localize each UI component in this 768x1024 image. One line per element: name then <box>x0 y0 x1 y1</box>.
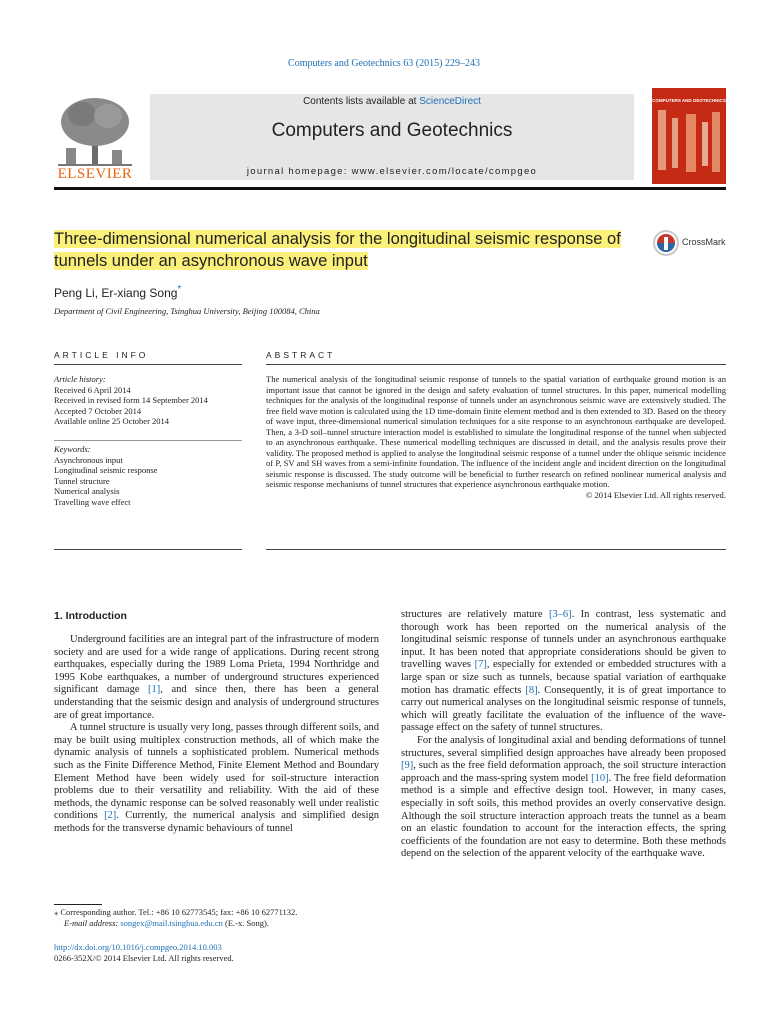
abstract-text: The numerical analysis of the longitudinal seismic response of tunnels to the spatial variation of earthquake ground motion is an important issue that cannot be ignored in the design and safety evaluation of tunnel structures. In this paper, numerical modelling techniques for the analysis of the longitudinal response of tunnels under an asynchronous seismic wave are extensively studied. The free field wave motion is calculated using the 1D time-domain finite element method and is then extended to 3D. Based on the theory of wave input, three-dimensional numerical simulation techniques for a site response to an asynchronous earthquake are developed. Then, a 3-D soil–tunnel structure interaction model is established to simulate the longitudinal response of the tunnel when subjected to an asynchronous earthquake. These numerical modelling techniques are discussed in detail, and the analysis results prove their validity. The proposed method is applied to analyse the longitudinal seismic response of a tunnel under the oblique seismic incidence of P, SV and SH waves from a semi-infinite foundation. The influence of the incident angle and incident direction on the longitudinal seismic response is discussed. The study outcome will be beneficial to further research on refined nonlinear numerical analysis and seismic response mechanisms of tunnel structures that experience asynchronous earthquake motion. <box>266 374 726 489</box>
reference-link[interactable]: [8] <box>525 684 538 696</box>
contact-line: Corresponding author. Tel.: +86 10 62773545; fax: +86 10 62771132. <box>58 907 298 917</box>
reference-link[interactable]: [2] <box>104 810 117 822</box>
history-accepted: Accepted 7 October 2014 <box>54 405 142 416</box>
keyword-item: Travelling wave effect <box>54 496 131 507</box>
divider <box>266 364 726 365</box>
homepage-link[interactable]: www.elsevier.com/locate/compgeo <box>351 166 538 177</box>
publisher-name: ELSEVIER <box>57 166 133 182</box>
header-rule <box>54 187 726 190</box>
abstract-body <box>266 374 726 500</box>
keyword-item: Tunnel structure <box>54 475 110 486</box>
divider <box>266 549 726 550</box>
affiliation: Department of Civil Engineering, Tsinghua University, Beijing 100084, China <box>54 306 320 316</box>
keyword-item: Longitudinal seismic response <box>54 465 158 475</box>
journal-cover-image[interactable] <box>652 88 726 184</box>
article-title <box>54 228 634 272</box>
divider <box>54 549 242 550</box>
corresponding-author-footnote <box>54 907 384 929</box>
doi-link[interactable]: http://dx.doi.org/10.1016/j.compgeo.2014.10.003 <box>54 942 222 952</box>
divider <box>54 364 242 365</box>
email-label: E-mail address: <box>64 918 121 928</box>
contents-prefix: Contents lists available at <box>303 96 420 107</box>
email-link[interactable]: songex@mail.tsinghua.edu.cn <box>120 918 223 928</box>
body-column-left <box>54 634 379 836</box>
keywords-label: Keywords: <box>54 444 91 454</box>
doi-block <box>54 942 384 964</box>
abstract-copyright: © 2014 Elsevier Ltd. All rights reserved. <box>585 489 726 500</box>
contents-line <box>150 96 634 107</box>
author-names: Peng Li, Er-xiang Song <box>54 286 178 300</box>
article-history <box>54 374 242 427</box>
history-label: Article history: <box>54 374 106 384</box>
footnote-mark: ⁎ <box>54 907 59 917</box>
sciencedirect-link[interactable]: ScienceDirect <box>419 96 481 107</box>
crossmark-badge[interactable] <box>653 230 733 258</box>
elsevier-logo <box>52 92 138 184</box>
body-column-right <box>401 609 726 861</box>
author-list <box>54 284 181 300</box>
keyword-item: Asynchronous input <box>54 454 123 465</box>
corresponding-author-mark[interactable]: * <box>177 284 182 295</box>
crossmark-label: CrossMark <box>682 237 726 247</box>
footnote-rule <box>54 904 102 905</box>
reference-link[interactable]: [9] <box>401 760 414 772</box>
history-online: Available online 25 October 2014 <box>54 416 170 426</box>
crossmark-icon <box>653 230 679 256</box>
cover-title: COMPUTERS AND GEOTECHNICS <box>652 98 726 103</box>
article-title-text: Three-dimensional numerical analysis for the longitudinal seismic response of tunnels under an asynchronous wave input <box>54 230 621 270</box>
journal-name: Computers and Geotechnics <box>271 120 513 141</box>
abstract-heading: ABSTRACT <box>266 350 336 360</box>
keywords <box>54 444 242 507</box>
paragraph: For the analysis of longitudinal axial and bending deformations of tunnel structures, several simplified design approaches have already been proposed [9], such as the free field deformation approach, the soil structure interaction approach and the mass-spring system model [10]. The free field deformation method is a simple and effective design tool. However, in many cases, especially in soft soils, this method provides an overly conservative design. Although the soil structure interaction approach treats the tunnel as a beam on an elastic foundation to account for the interaction effects, the spring coefficients of the foundation are not easy to determine. Both these methods depend on the selection of the apparent velocity of the earthquake wave. <box>401 734 726 860</box>
paragraph: A tunnel structure is usually very long, passes through different soils, and may be built using multiplex construction methods, all of which make the dynamic analysis of tunnels a sophisticated problem. Numerical methods such as the Finite Difference Method, Finite Element Method and Boundary Element Method have been widely used for soil-structure interaction problems due to their versatility and reliability. With the aid of these methods, the dynamic response can be solved reasonably well under realistic conditions [2]. Currently, the numerical analysis and simplified design methods for the transverse dynamic behaviours of tunnel <box>54 722 380 834</box>
keyword-item: Numerical analysis <box>54 486 120 496</box>
reference-link[interactable]: [1] <box>148 684 161 696</box>
article-info-heading: ARTICLE INFO <box>54 350 149 360</box>
reference-link[interactable]: [3–6] <box>548 609 572 620</box>
reference-link[interactable]: [10] <box>591 772 609 784</box>
homepage-prefix: journal homepage: <box>246 166 352 177</box>
journal-homepage <box>150 166 634 177</box>
paragraph: structures are relatively mature [3–6]. In contrast, less systematic and thorough work has been reported on the numerical analysis of the longitudinal seismic response of tunnels under an asynchronous earthquake input. It has been noted that appropriate considerations should be given to travelling waves [7], especially for extended or embedded structures with a large span or size such as tunnels, because spatial variation of earthquake motion has dramatic effects [8]. Consequently, it is of great importance to carry out numerical analyses on the longitudinal seismic response of tunnels, which will greatly facilitate the evaluation of the influence of the wave-passage effect on the safety of tunnel structures. <box>401 609 727 734</box>
paragraph: Underground facilities are an integral part of the infrastructure of modern society and are used for a wide range of applications. During recent strong earthquakes, especially during the 1989 Loma Prieta, 1994 Northridge and 1995 Kobe earthquakes, a number of underground structures experienced significant damage [1], and since then, there has been a general understanding that the seismic design and analysis of underground structures are of great importance. <box>54 634 379 721</box>
email-suffix: (E.-x. Song). <box>222 918 269 928</box>
history-received: Received 6 April 2014 <box>54 384 131 395</box>
history-revised: Received in revised form 14 September 2014 <box>54 395 208 405</box>
issn-line: 0266-352X/© 2014 Elsevier Ltd. All rights reserved. <box>54 953 234 963</box>
section-heading-introduction: 1. Introduction <box>54 610 127 622</box>
reference-link[interactable]: [7] <box>474 659 487 671</box>
journal-citation[interactable]: Computers and Geotechnics 63 (2015) 229–243 <box>288 58 480 69</box>
divider <box>54 440 242 441</box>
